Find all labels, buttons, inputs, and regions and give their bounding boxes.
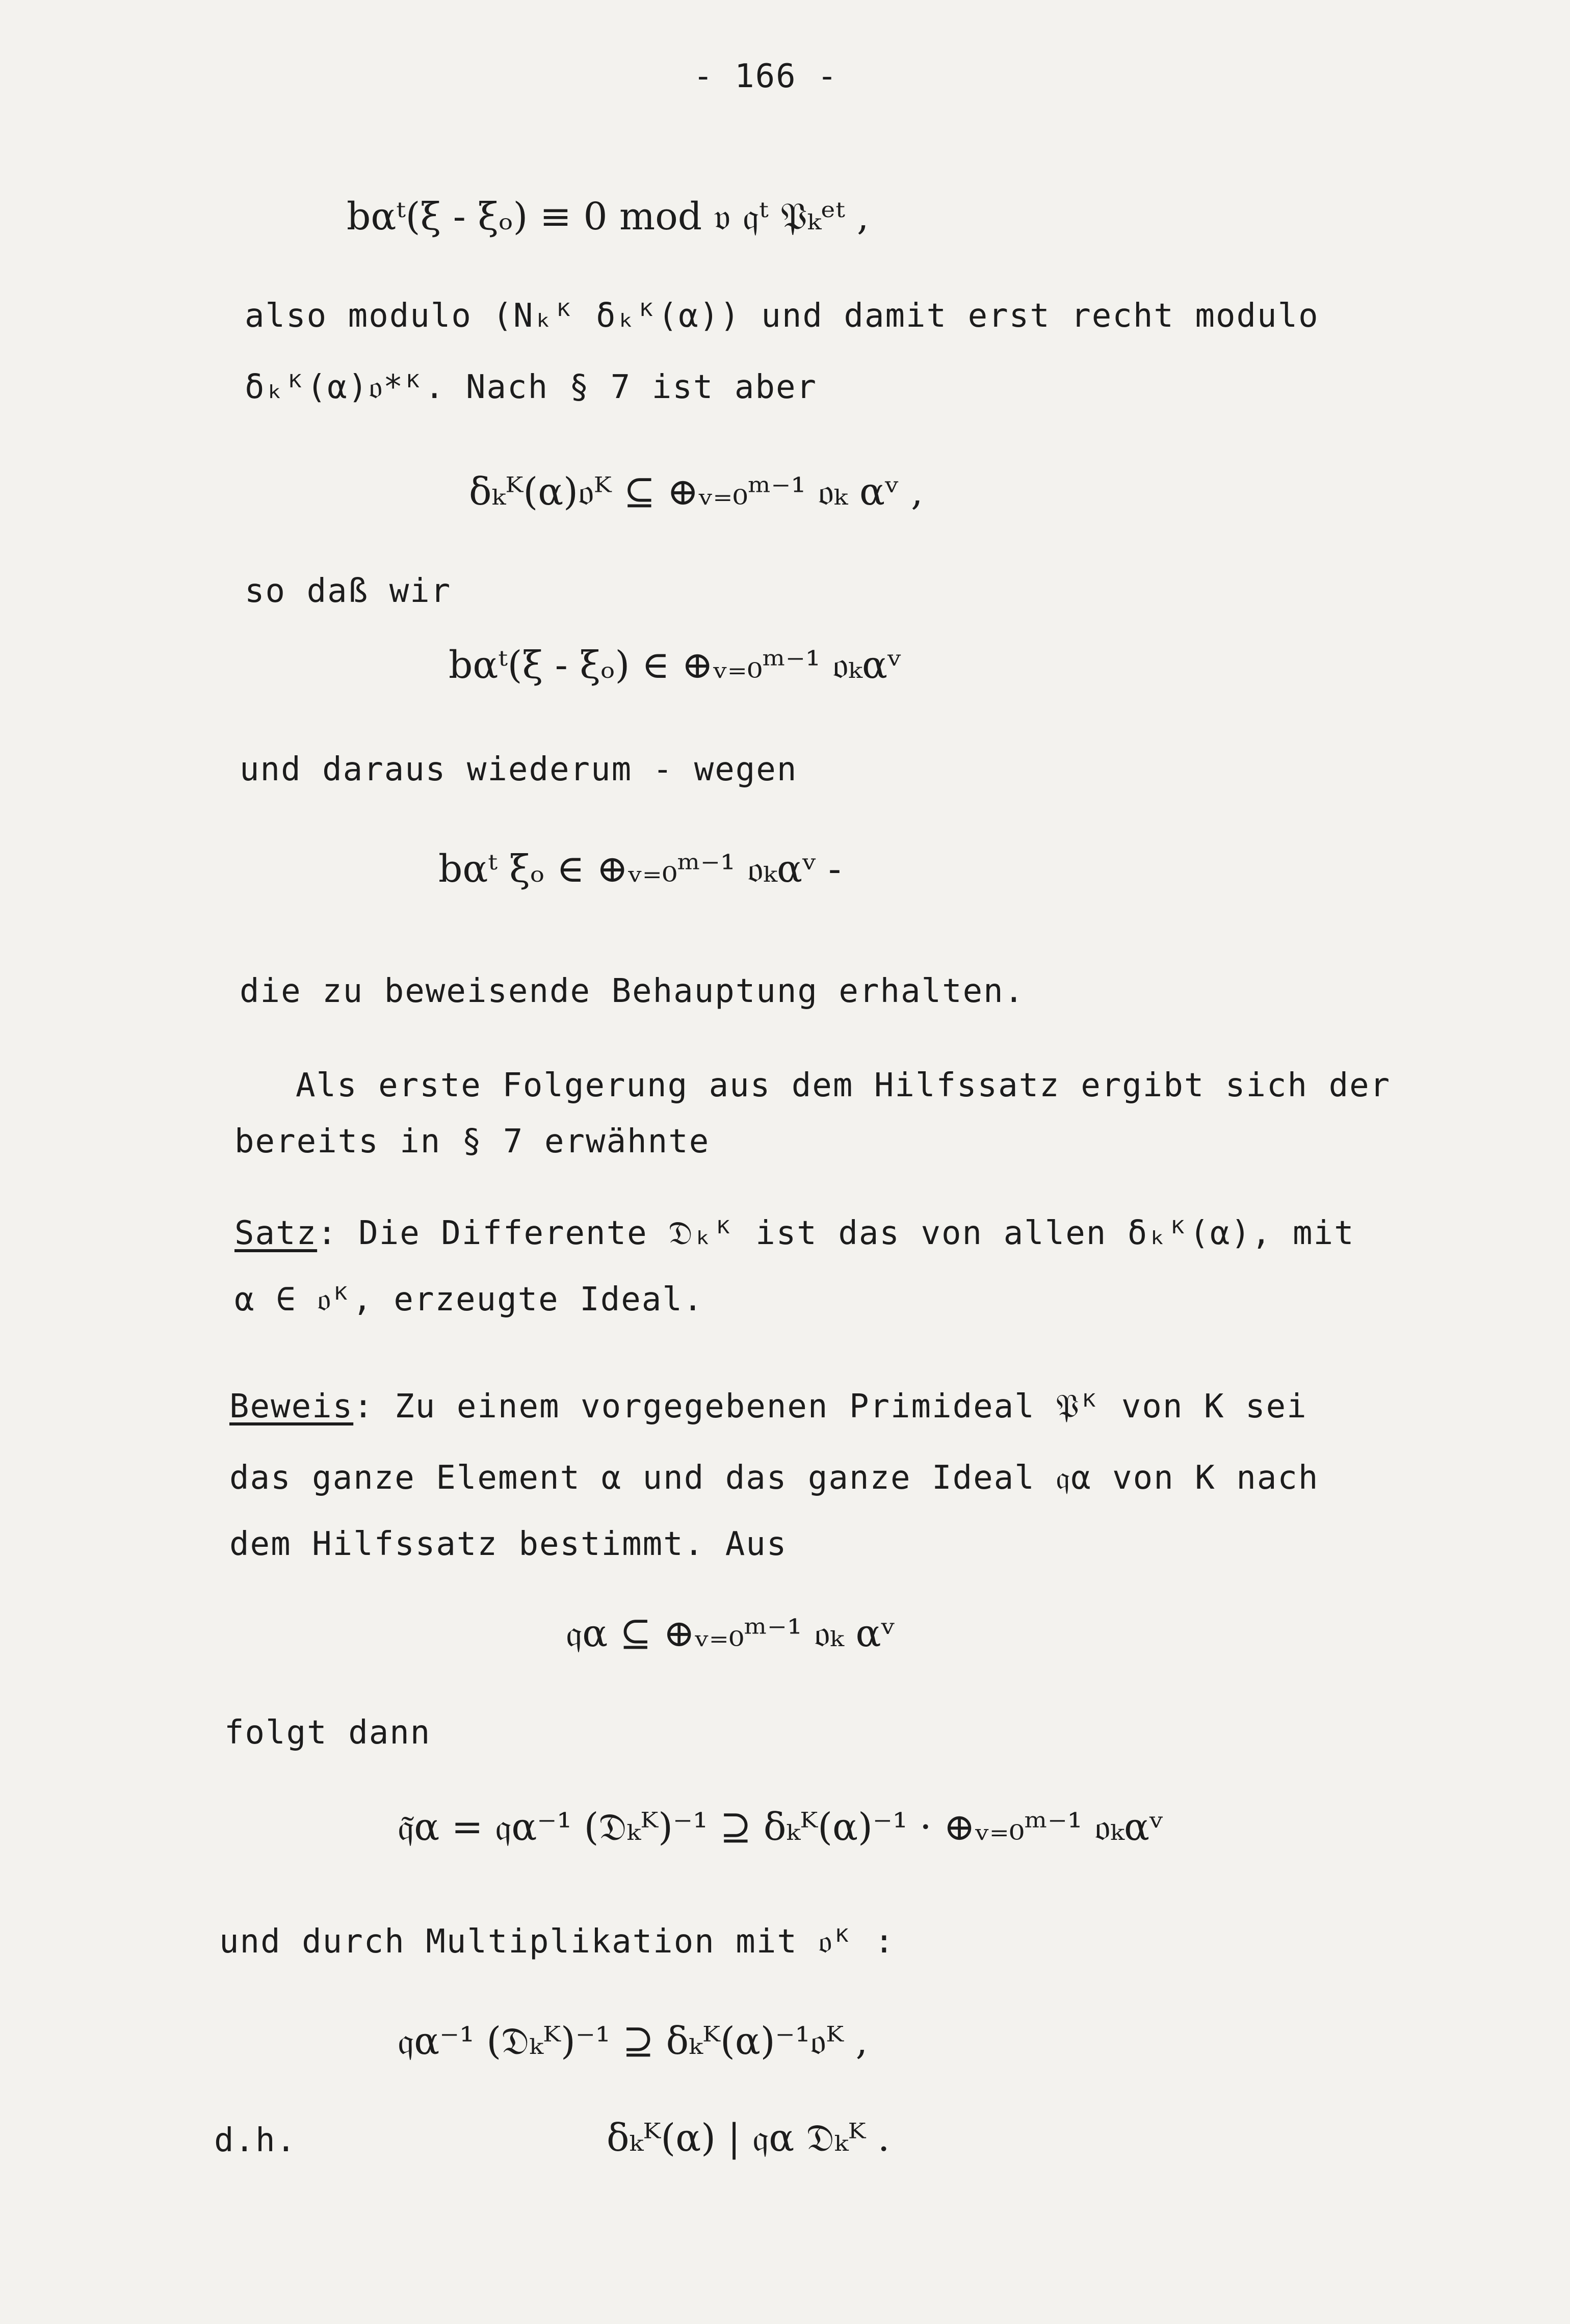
- text-line-1: also modulo (Nₖᴷ δₖᴷ(α)) und damit erst recht modulo: [245, 297, 1319, 335]
- text-line-9: α ∈ 𝔬ᴷ, erzeugte Ideal.: [234, 1281, 704, 1318]
- equation-6: 𝔮̃α = 𝔮α⁻¹ (𝔇ₖᴷ)⁻¹ ⊇ δₖᴷ(α)⁻¹ · ⊕ᵥ₌₀ᵐ⁻¹ 𝔬ₖαᵛ: [398, 1805, 1164, 1849]
- text-line-7: bereits in § 7 erwähnte: [234, 1123, 710, 1160]
- text-line-2: δₖᴷ(α)𝔬*ᴷ. Nach § 7 ist aber: [245, 368, 818, 406]
- equation-3: bαᵗ(ξ - ξₒ) ∈ ⊕ᵥ₌₀ᵐ⁻¹ 𝔬ₖαᵛ: [449, 643, 902, 687]
- equation-5: 𝔮α ⊆ ⊕ᵥ₌₀ᵐ⁻¹ 𝔬ₖ αᵛ: [566, 1612, 896, 1655]
- beweis-text: : Zu einem vorgegebenen Primideal 𝔓ᴷ von K sei: [353, 1388, 1307, 1425]
- text-line-15: d.h.: [214, 2122, 297, 2159]
- page-number: - 166 -: [693, 58, 838, 95]
- equation-7: 𝔮α⁻¹ (𝔇ₖᴷ)⁻¹ ⊇ δₖᴷ(α)⁻¹𝔬ᴷ ,: [398, 2019, 868, 2063]
- satz-label: Satz: [234, 1214, 318, 1252]
- equation-1: bαᵗ(ξ - ξₒ) ≡ 0 mod 𝔳 𝔮ᵗ 𝔓ₖᵉᵗ ,: [347, 195, 869, 239]
- text-line-3: so daß wir: [245, 572, 452, 610]
- satz-line: [234, 1213, 1355, 1254]
- text-line-12: dem Hilfssatz bestimmt. Aus: [229, 1525, 788, 1563]
- text-line-4: und daraus wiederum - wegen: [240, 751, 798, 788]
- equation-2: δₖᴷ(α)𝔬ᴷ ⊆ ⊕ᵥ₌₀ᵐ⁻¹ 𝔬ₖ αᵛ ,: [469, 470, 923, 514]
- text-line-11: das ganze Element α und das ganze Ideal 𝔮α von K nach: [229, 1459, 1319, 1497]
- text-line-14: und durch Multiplikation mit 𝔬ᴷ :: [219, 1923, 895, 1961]
- satz-text: : Die Differente 𝔇ₖᴷ ist das von allen δₖᴷ(α), mit: [317, 1214, 1355, 1252]
- beweis-line: [229, 1386, 1307, 1427]
- equation-4: bαᵗ ξₒ ∈ ⊕ᵥ₌₀ᵐ⁻¹ 𝔬ₖαᵛ -: [438, 847, 842, 891]
- text-line-13: folgt dann: [224, 1714, 431, 1752]
- text-line-6: Als erste Folgerung aus dem Hilfssatz ergibt sich der: [296, 1067, 1391, 1104]
- equation-8: δₖᴷ(α) | 𝔮α 𝔇ₖᴷ .: [607, 2116, 890, 2160]
- beweis-label: Beweis: [229, 1388, 354, 1425]
- text-line-5: die zu beweisende Behauptung erhalten.: [240, 972, 1025, 1010]
